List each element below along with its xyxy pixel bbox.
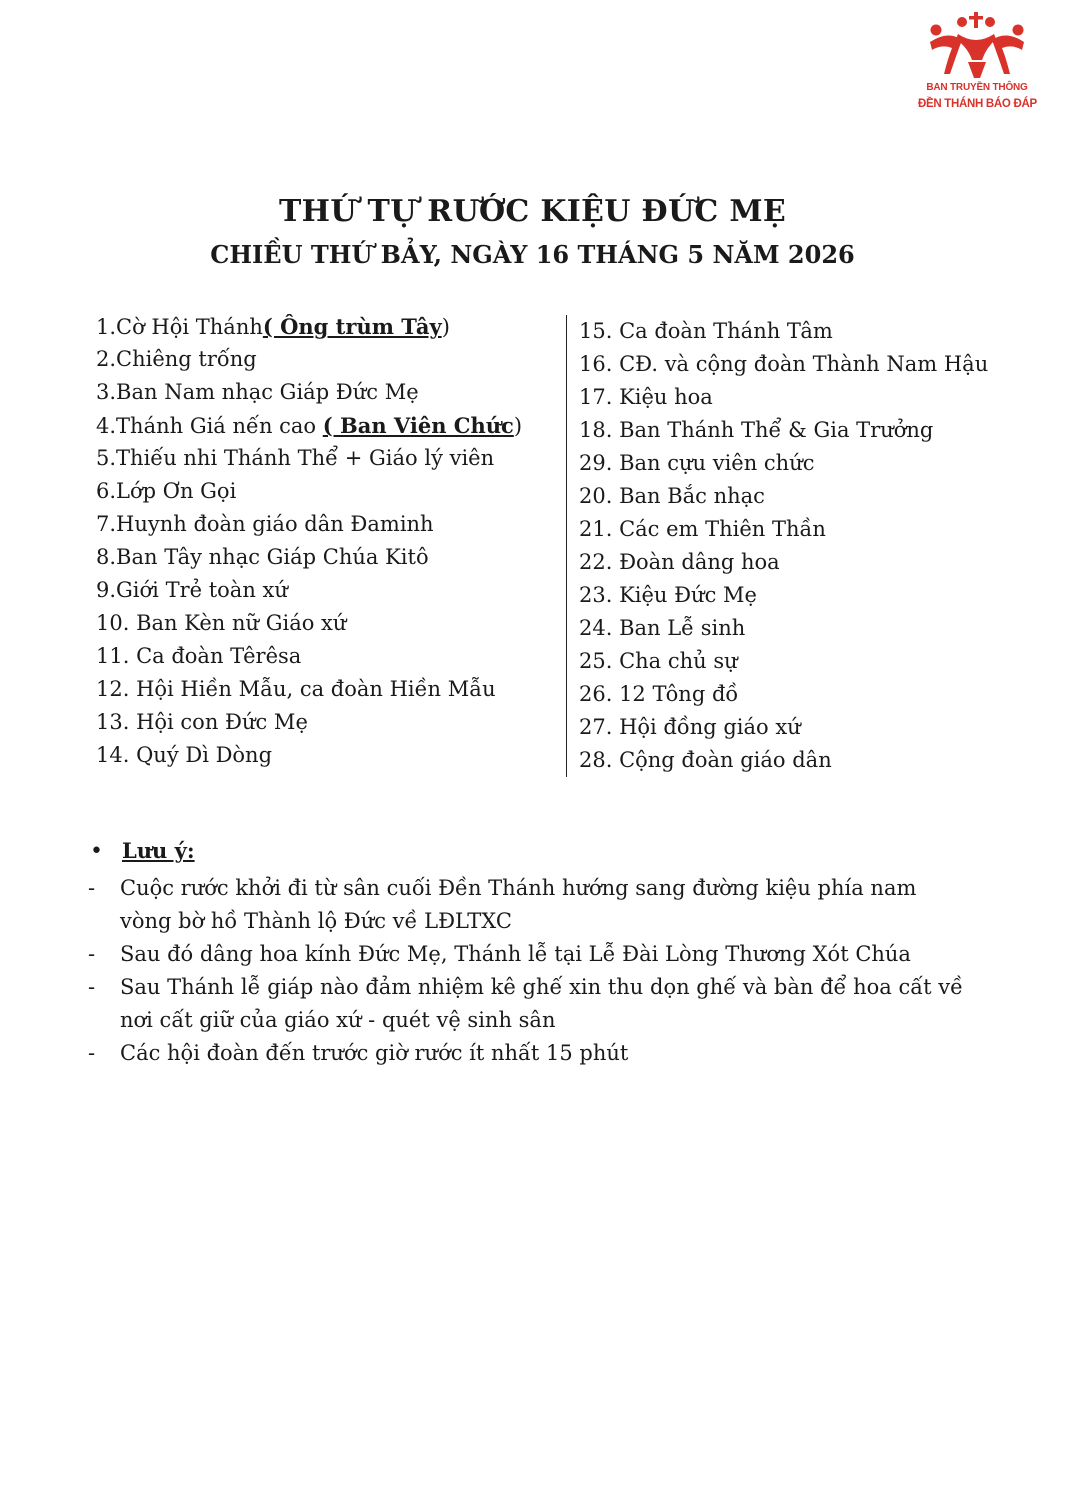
- notes-label: Lưu ý:: [122, 838, 195, 863]
- dash-icon: -: [88, 942, 96, 966]
- dash-icon: -: [88, 975, 96, 999]
- notes-heading: [90, 838, 195, 864]
- list-item: 29. Ban cựu viên chức: [579, 451, 815, 475]
- page-title: THỨ TỰ RƯỚC KIỆU ĐỨC MẸ: [278, 194, 786, 229]
- list-item: 22. Đoàn dâng hoa: [579, 550, 780, 574]
- logo: [918, 12, 1036, 117]
- list-item: 23. Kiệu Đức Mẹ: [579, 583, 757, 607]
- list-item: 5.Thiếu nhi Thánh Thể + Giáo lý viên: [96, 446, 495, 470]
- procession-list-right: [566, 315, 1049, 777]
- procession-list-left: [96, 310, 556, 772]
- list-item: 11. Ca đoàn Têrêsa: [96, 644, 302, 668]
- list-item: 4.Thánh Giá nến cao ( Ban Viên Chức): [96, 413, 523, 438]
- list-item: 25. Cha chủ sự: [579, 649, 738, 673]
- list-item: 16. CĐ. và cộng đoàn Thành Nam Hậu: [579, 352, 989, 376]
- list-item: 21. Các em Thiên Thần: [579, 517, 826, 541]
- list-item: 27. Hội đồng giáo xứ: [579, 715, 801, 739]
- dash-icon: -: [88, 1041, 96, 1065]
- logo-line1: BAN TRUYỀN THÔNG: [926, 82, 1028, 93]
- cross-people-icon: [928, 12, 1026, 80]
- list-item: 10. Ban Kèn nữ Giáo xứ: [96, 611, 347, 635]
- list-item: 24. Ban Lễ sinh: [579, 616, 746, 640]
- page-subtitle: CHIỀU THỨ BẢY, NGÀY 16 THÁNG 5 NĂM 2026: [210, 240, 855, 269]
- dash-icon: -: [88, 876, 96, 900]
- list-item: 9.Giới Trẻ toàn xứ: [96, 578, 288, 602]
- list-item: 1.Cờ Hội Thánh( Ông trùm Tây): [96, 314, 450, 339]
- list-item: 6.Lớp Ơn Gọi: [96, 479, 237, 503]
- list-item: 2.Chiêng trống: [96, 347, 257, 371]
- list-item: 26. 12 Tông đồ: [579, 682, 739, 706]
- list-item: 28. Cộng đoàn giáo dân: [579, 748, 832, 772]
- list-item: 12. Hội Hiền Mẫu, ca đoàn Hiền Mẫu: [96, 677, 496, 701]
- list-item: 17. Kiệu hoa: [579, 385, 713, 409]
- note-item: - Các hội đoàn đến trước giờ rước ít nhất 15 phút: [86, 1037, 946, 1070]
- note-item: - Sau đó dâng hoa kính Đức Mẹ, Thánh lễ tại Lễ Đài Lòng Thương Xót Chúa: [86, 938, 946, 971]
- notes-list: [86, 872, 964, 1070]
- note-item: - Sau Thánh lễ giáp nào đảm nhiệm kê ghế xin thu dọn ghế và bàn để hoa cất về nơi cất giữ của giáo xứ - quét vệ sinh sân: [86, 971, 946, 1037]
- note-item: - Cuộc rước khởi đi từ sân cuối Đền Thánh hướng sang đường kiệu phía nam vòng bờ hồ Thành lộ Đức về LĐLTXC: [86, 872, 946, 938]
- list-item: 15. Ca đoàn Thánh Tâm: [579, 319, 833, 343]
- list-item: 8.Ban Tây nhạc Giáp Chúa Kitô: [96, 545, 429, 569]
- list-item: 7.Huynh đoàn giáo dân Đaminh: [96, 512, 434, 536]
- bullet-icon: •: [90, 839, 103, 864]
- logo-line2: ĐỀN THÁNH BÁO ĐÁP: [918, 98, 1037, 110]
- list-item: 14. Quý Dì Dòng: [96, 743, 273, 767]
- list-item: 20. Ban Bắc nhạc: [579, 484, 765, 508]
- list-item: 13. Hội con Đức Mẹ: [96, 710, 308, 734]
- list-item: 3.Ban Nam nhạc Giáp Đức Mẹ: [96, 380, 419, 404]
- list-item: 18. Ban Thánh Thể & Gia Trưởng: [579, 418, 934, 442]
